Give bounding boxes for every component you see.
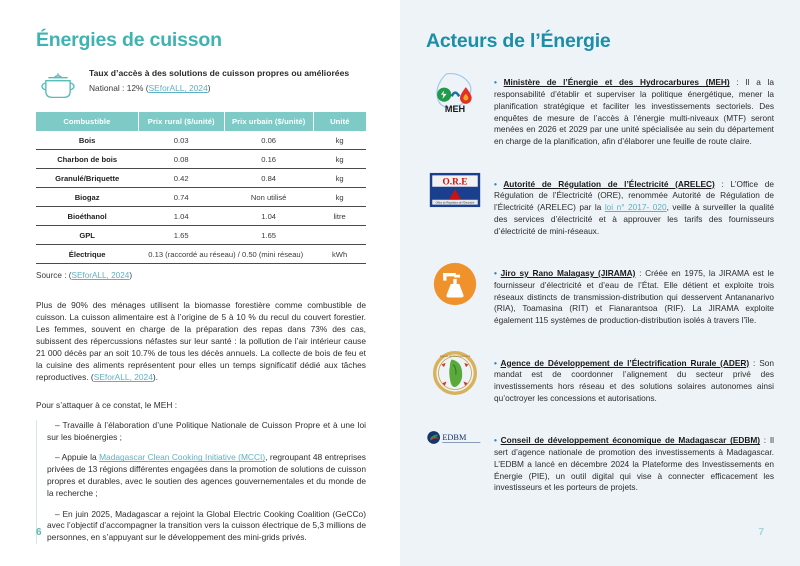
actor-text-pre: : Son mandat est de coordonner l’alignement du secteur privé des investissements hors réseau et des solutions solaires autonomes ainsi qu’octroyer les concessions et autorisations. (494, 357, 775, 403)
actor-name: Conseil de développement économique de Madagascar (EDBM) (500, 435, 761, 446)
table-cell-value (313, 226, 366, 245)
svg-text:EDBM: EDBM (442, 433, 467, 443)
table-cell-value: 0.03 (138, 131, 224, 150)
right-page (400, 0, 800, 566)
stat-title: Taux d’accès à des solutions de cuisson propres ou améliorées (89, 68, 350, 79)
table-header-combustible: Combustible (36, 112, 138, 131)
table-cell-value: kg (313, 131, 366, 150)
actor-text (494, 268, 774, 327)
table-cell-value: 1.04 (224, 207, 313, 226)
table-header-prix-urbain: Prix urbain ($/unité) (224, 112, 313, 131)
fuel-price-table (36, 112, 366, 264)
stat-sub-prefix: National : 12% ( (89, 83, 149, 94)
actor-text-pre: : L’Office de Régulation de l’Électricité (ORE), renommée Autorité de Régulation de l’Électricité (ARELEC) par la (494, 178, 774, 213)
bullet-dot-icon: • (494, 268, 501, 279)
actor-description (494, 260, 774, 336)
actor-description (494, 170, 774, 246)
table-cell-fuel: Électrique (36, 245, 138, 264)
source-prefix: Source : ( (36, 271, 72, 281)
actor-description (494, 349, 774, 413)
mcci-link[interactable]: Madagascar Clean Cooking Initiative (MCCI) (99, 452, 266, 463)
jirama-logo (426, 260, 484, 306)
page-title-left: Énergies de cuisson (36, 29, 222, 51)
table-row (36, 188, 366, 207)
stat-subtitle (89, 83, 366, 93)
law-link[interactable]: loi n° 2017- 020 (604, 202, 667, 213)
table-cell-fuel: Charbon de bois (36, 150, 138, 169)
actor-description (494, 69, 774, 156)
actor-entry (426, 260, 774, 336)
bullet-dot-icon: • (494, 77, 504, 88)
table-cell-value: 0.08 (138, 150, 224, 169)
ader-logo (426, 349, 484, 395)
actor-text-pre: : Il a la responsabilité d’établir et superviser la politique énergétique, mener la planification stratégique et faciliter les investissements sectoriels. Des enquêtes de mesure de l’accès à l’énergie multi-niveaux (MTF) seront menées en 2026 et 2029 par une unité spécialisée au sein du département en charge de la planification, afin d’élaborer une feuille de route claire. (494, 77, 774, 147)
list-item-text: – En juin 2025, Madagascar a rejoint la Global Electric Cooking Coalition (GeCCo) avec l’objectif d’accompagner la transition vers la cuisson électrique de 5,3 millions de personnes, en s’appuyant sur le développement des mini-grids privés. (47, 508, 366, 543)
svg-text:MEH: MEH (444, 104, 466, 115)
table-cell-value: Non utilisé (224, 188, 313, 207)
table-cell-value: 0.16 (224, 150, 313, 169)
ore-logo (426, 170, 484, 208)
meh-logo (426, 69, 484, 115)
table-cell-fuel: Biogaz (36, 188, 138, 207)
bullet-dot-icon: • (494, 435, 501, 446)
svg-text:Office de Régulation de l'Elec: Office de Régulation de l'Electricité (435, 201, 475, 205)
stat-sub-suffix: ) (207, 83, 211, 94)
table-cell-fuel: GPL (36, 226, 138, 245)
actor-text (494, 179, 774, 238)
actor-text (494, 77, 774, 148)
bullet-dot-icon: • (494, 357, 501, 368)
table-cell-value: litre (313, 207, 366, 226)
list-item (47, 420, 366, 444)
actor-name: Agence de Développement de l’Électrification Rurale (ADER) (500, 357, 750, 368)
meh-action-list (36, 420, 366, 544)
table-cell-value: kWh (313, 245, 366, 264)
table-row (36, 131, 366, 150)
actor-text-post: , veille à surveiller la qualité des services d’électricité et à approuver les tarifs des fournisseurs d’électricité de mini-réseaux. (494, 202, 774, 236)
table-cell-value: kg (313, 188, 366, 207)
table-cell-fuel: Bois (36, 131, 138, 150)
actor-entry (426, 170, 774, 246)
cooking-pot-icon (36, 69, 80, 103)
seforall-link-stat[interactable]: SEforALL, 2024 (148, 83, 208, 94)
seforall-link-paragraph[interactable]: SEforALL, 2024 (93, 371, 153, 382)
table-cell-value: 0.84 (224, 169, 313, 188)
table-cell-value: 0.42 (138, 169, 224, 188)
list-item (47, 509, 366, 545)
actor-entry (426, 69, 774, 156)
table-row (36, 245, 366, 264)
table-cell-value: 0.74 (138, 188, 224, 207)
meh-intro: Pour s’attaquer à ce constat, le MEH : (36, 399, 178, 410)
edbm-logo (426, 427, 484, 446)
list-item-text-tail: , regroupant 48 entreprises privées de 13 régions différentes engagées dans la promotion de solutions de cuisson propres et durables, avec le soutien des agences gouvernementales et du monde de la recherche ; (47, 452, 366, 499)
table-row (36, 150, 366, 169)
page-title-right: Acteurs de l’Énergie (426, 30, 611, 52)
actors-list (426, 69, 774, 503)
actor-name: Ministère de l’Énergie et des Hydrocarbures (MEH) (503, 77, 730, 88)
table-cell-value: 1.65 (138, 226, 224, 245)
table-row (36, 169, 366, 188)
table-cell-value: kg (313, 169, 366, 188)
actor-text-pre: : Il sert d’agence nationale de promotion des investissements à Madagascar. L’EDBM a lancé en décembre 2024 la Plateforme des Investissements en Énergie (PIE), un outil digital qui vise à connecter efficacement les investisseurs et les porteurs de projets. (494, 435, 774, 493)
access-stat-block (36, 67, 366, 103)
table-cell-value: 0.06 (224, 131, 313, 150)
list-item-text: – Travaille à l’élaboration d’une Politique Nationale de Cuisson Propre et à une loi sur les bioénergies ; (47, 420, 366, 443)
table-cell-fuel: Granulé/Briquette (36, 169, 138, 188)
table-header-prix-rural: Prix rural ($/unité) (138, 112, 224, 131)
actor-entry (426, 427, 774, 503)
table-cell-value: 1.04 (138, 207, 224, 226)
folio-right: 7 (758, 527, 764, 538)
bullet-dot-icon: • (494, 178, 504, 189)
table-cell-value: kg (313, 150, 366, 169)
body-paragraph: Plus de 90% des ménages utilisent la biomasse forestière comme combustible de cuisson. La cuisson alimentaire est à l’origine de 5 à 10 % du recul du couvert forestier. Les femmes, souvent en charge de la préparation des repas dans 73% des cas, subissent des répercussions néfastes sur leur santé : la pollution de l’air intérieur cause 21 000 décès par an soit 10.7% de tous les décès annuels. La collecte de bois de feu et la cuisine des aliments représentent pour elles un temps significatif dédié aux tâches reproductives. (SEforALL, 2024). (36, 300, 366, 382)
svg-text:O.R.E: O.R.E (442, 178, 468, 188)
list-item-text: – Appuie la (55, 452, 100, 463)
table-source (36, 271, 366, 280)
svg-text:Agence de Développement: Agence de Développement (439, 355, 471, 359)
table-header-row (36, 112, 366, 131)
folio-left: 6 (36, 527, 42, 538)
body-paragraph-text: Plus de 90% des ménages utilisent la biomasse forestière comme combustible de cuisson. La cuisson alimentaire est à l’origine de 5 à 10 % du recul du couvert forestier. Les femmes, souvent en charge de la préparation des repas dans 73% des cas, subissent des répercussions néfastes sur leur santé : la pollution de l’air intérieur cause 21 000 décès par an soit 10.7% de tous les décès annuels. La collecte de bois de feu et la cuisine des aliments représentent pour elles un temps significatif dédié aux tâches reproductives. (36, 300, 366, 382)
table-cell-value: 0.13 (raccordé au réseau) / 0.50 (mini réseau) (138, 245, 313, 264)
actor-name: Autorité de Régulation de l’Électricité (ARELEC) (503, 178, 715, 189)
table-row (36, 226, 366, 245)
source-suffix: ) (129, 271, 133, 281)
table-row (36, 207, 366, 226)
actor-entry (426, 349, 774, 413)
actor-text (494, 435, 774, 494)
table-header-unite: Unité (313, 112, 366, 131)
actor-name: Jiro sy Rano Malagasy (JIRAMA) (500, 268, 636, 279)
actor-text-pre: : Créée en 1975, la JIRAMA est le fournisseur d’électricité et d’eau de l’État. Elle détient et exploite trois réseaux distincts de transmission-distribution qui desservent Antananarivo (RIA), Toamasina (RIT) et Fianarantsoa (RIF). La JIRAMA exploite également 115 systèmes de production-distribution isolés à travers l’île. (494, 268, 774, 326)
table-cell-fuel: Bioéthanol (36, 207, 138, 226)
list-item (47, 452, 366, 500)
seforall-link-source[interactable]: SEforALL, 2024 (71, 271, 130, 281)
table-cell-value: 1.65 (224, 226, 313, 245)
actor-text (494, 358, 774, 405)
actor-description (494, 427, 774, 503)
